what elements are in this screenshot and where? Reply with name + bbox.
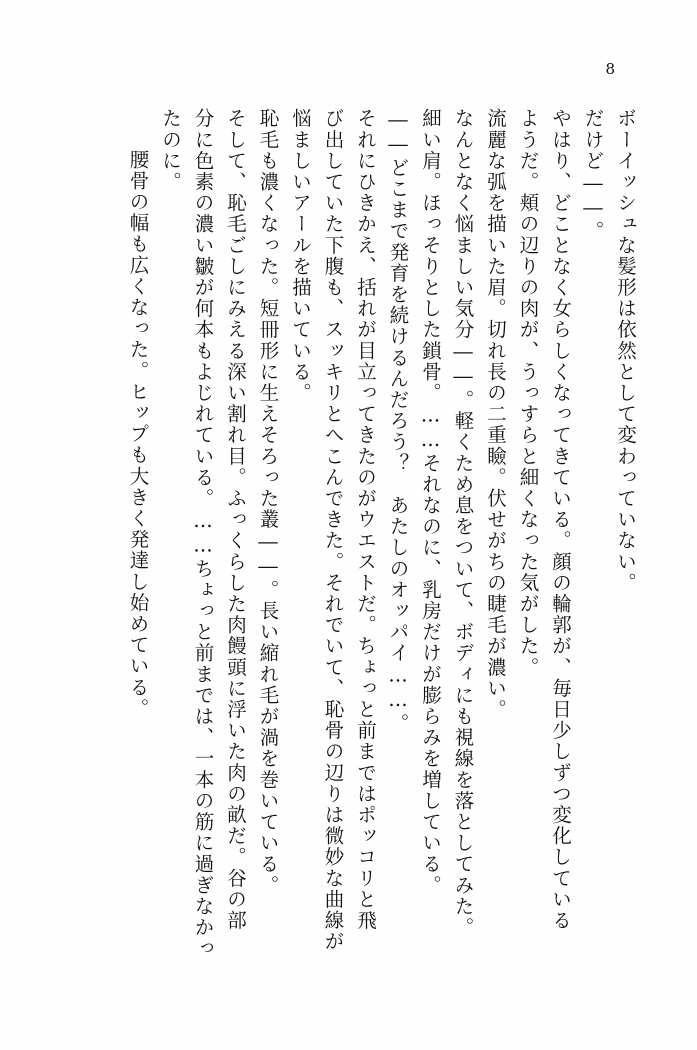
text-line: それにひきかえ、括れが目立ってきたのがウエストだ。ちょっと前まではポッコリと飛: [354, 108, 377, 931]
text-line: なんとなく悩ましい気分――。軽くため息をついて、ボディにも視線を落としてみた。: [451, 108, 475, 938]
text-line: 悩ましいアールを描いている。: [289, 108, 312, 404]
text-line: やはり、どことなく女らしくなってきている。顔の輪郭が、毎日少しずつ変化している: [549, 108, 572, 931]
text-line: 分に色素の濃い皺が何本もよじれている。……ちょっと前までは、一本の筋に過ぎなかっ: [191, 108, 215, 959]
text-line: だけど――。: [581, 108, 605, 242]
text-line: 腰骨の幅も広くなった。ヒップも大きく発達し始めている。: [126, 128, 150, 719]
text-line: 細い肩。ほっそりとした鎖骨。……それなのに、乳房だけが膨らみを増している。: [419, 108, 442, 896]
text-line: そして、恥毛ごしにみえる深い割れ目。ふっくらした肉饅頭に浮いた肉の畝だ。谷の部: [224, 108, 247, 931]
text-line: び出していた下腹も、スッキリとへこんできた。それでいて、恥骨の辺りは微妙な曲線が: [321, 108, 345, 952]
text-line: ボーイッシュな髪形は依然として変わっていない。: [614, 108, 637, 594]
text-line: 恥毛も濃くなった。短冊形に生えそろった叢――。長い縮れ毛が渦を巻いている。: [256, 108, 280, 896]
text-line: ――どこまで発育を続けるんだろう？ あたしのオッパイ……。: [386, 108, 410, 734]
vertical-body-text: [58, 108, 637, 959]
page-number: 8: [605, 60, 615, 78]
text-line: ようだ。頬の辺りの肉が、うっすらと細くなった気がした。: [516, 108, 540, 678]
text-line: たのに。: [159, 108, 182, 193]
text-line: 流麗な弧を描いた眉。切れ長の二重瞼。伏せがちの睫毛が濃い。: [484, 108, 507, 720]
